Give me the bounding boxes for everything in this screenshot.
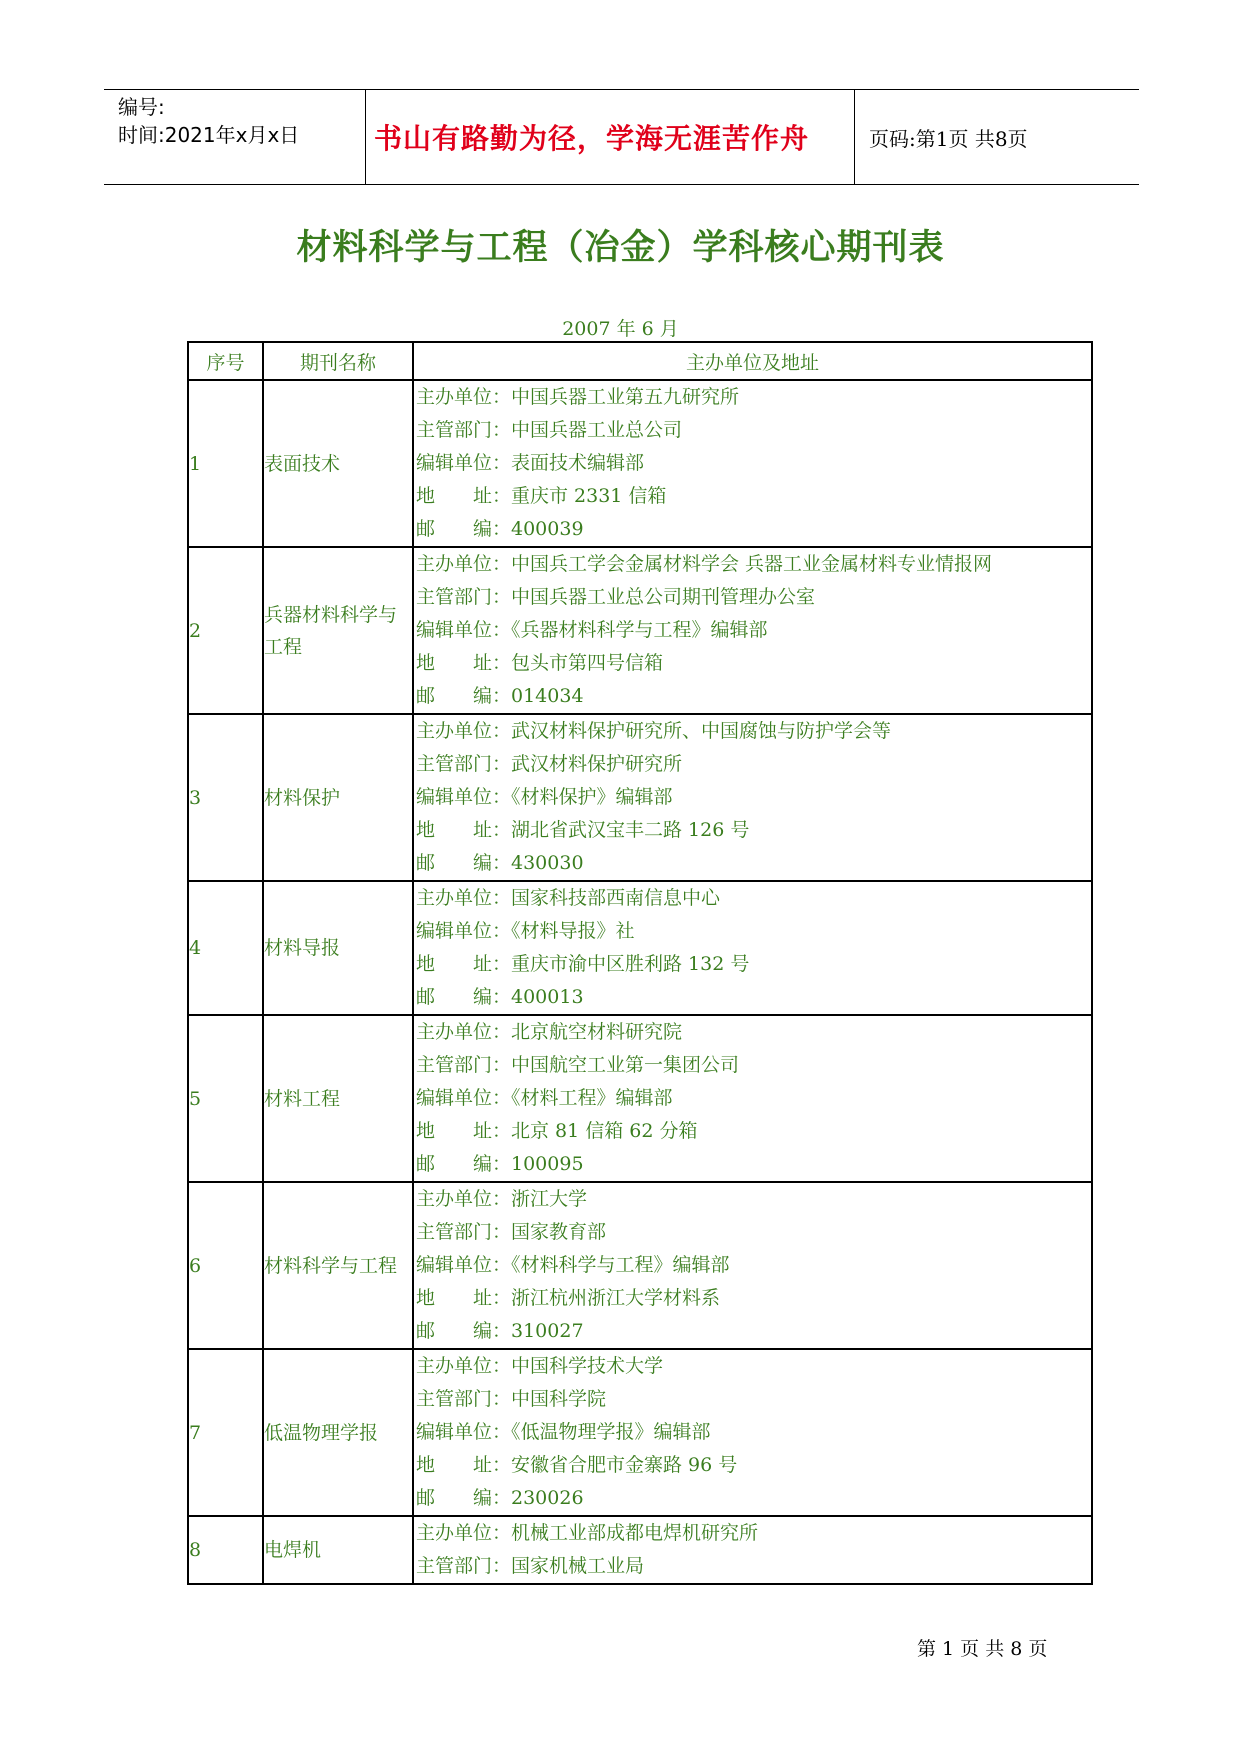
table-row — [188, 547, 1092, 714]
row-number: 1 — [188, 380, 263, 547]
journal-name: 兵器材料科学与工程 — [263, 547, 413, 714]
journal-info — [413, 881, 1092, 1015]
header-divider — [854, 90, 855, 184]
table-row — [188, 881, 1092, 1015]
info-line: 主办单位：浙江大学 — [416, 1188, 588, 1210]
table-row — [188, 714, 1092, 881]
journal-info — [413, 1015, 1092, 1182]
page-footer: 第 1 页 共 8 页 — [917, 1638, 1048, 1660]
number-label: 编号: — [118, 95, 165, 119]
table-row — [188, 1349, 1092, 1516]
info-line: 邮 编：400013 — [416, 986, 584, 1008]
info-line: 地 址：重庆市 2331 信箱 — [416, 485, 667, 507]
journal-name: 材料导报 — [263, 881, 413, 1015]
info-line: 邮 编：310027 — [416, 1320, 584, 1342]
row-number: 6 — [188, 1182, 263, 1349]
journal-name: 低温物理学报 — [263, 1349, 413, 1516]
info-line: 主管部门：武汉材料保护研究所 — [416, 753, 683, 775]
info-line: 地 址：包头市第四号信箱 — [416, 652, 664, 674]
row-number: 2 — [188, 547, 263, 714]
row-number: 8 — [188, 1516, 263, 1584]
info-line: 主管部门：中国兵器工业总公司期刊管理办公室 — [416, 586, 816, 608]
info-line: 主办单位：机械工业部成都电焊机研究所 — [416, 1522, 759, 1544]
row-number: 4 — [188, 881, 263, 1015]
journal-name: 材料保护 — [263, 714, 413, 881]
info-line: 主办单位：北京航空材料研究院 — [416, 1021, 683, 1043]
info-line: 地 址：浙江杭州浙江大学材料系 — [416, 1287, 721, 1309]
journal-info — [413, 380, 1092, 547]
journal-info — [413, 1516, 1092, 1584]
table-row — [188, 1015, 1092, 1182]
info-line: 邮 编：430030 — [416, 852, 584, 874]
journal-info — [413, 1349, 1092, 1516]
journal-table — [187, 341, 1093, 1585]
info-line: 邮 编：400039 — [416, 518, 584, 540]
journal-info — [413, 547, 1092, 714]
info-line: 地 址：安徽省合肥市金寨路 96 号 — [416, 1454, 738, 1476]
info-line: 主办单位：国家科技部西南信息中心 — [416, 887, 721, 909]
info-line: 地 址：重庆市渝中区胜利路 132 号 — [416, 953, 750, 975]
journal-name: 材料工程 — [263, 1015, 413, 1182]
table-header-row — [188, 342, 1092, 380]
info-line: 邮 编：014034 — [416, 685, 584, 707]
header-seq: 序号 — [188, 342, 263, 380]
journal-info — [413, 714, 1092, 881]
info-line: 主管部门：国家教育部 — [416, 1221, 607, 1243]
info-line: 主办单位：中国兵器工业第五九研究所 — [416, 386, 740, 408]
table-row — [188, 380, 1092, 547]
info-line: 编辑单位：表面技术编辑部 — [416, 452, 645, 474]
row-number: 3 — [188, 714, 263, 881]
journal-name: 材料科学与工程 — [263, 1182, 413, 1349]
journal-name: 表面技术 — [263, 380, 413, 547]
info-line: 主办单位：中国科学技术大学 — [416, 1355, 664, 1377]
header-journal-name: 期刊名称 — [263, 342, 413, 380]
info-line: 主管部门：中国航空工业第一集团公司 — [416, 1054, 740, 1076]
info-line: 编辑单位：《材料导报》社 — [416, 920, 635, 942]
motto: 书山有路勤为径，学海无涯苦作舟 — [373, 122, 809, 155]
info-line: 编辑单位：《兵器材料科学与工程》编辑部 — [416, 619, 768, 641]
info-line: 主管部门：中国兵器工业总公司 — [416, 419, 683, 441]
info-line: 编辑单位：《材料科学与工程》编辑部 — [416, 1254, 730, 1276]
info-line: 主办单位：中国兵工学会金属材料学会 兵器工业金属材料专业情报网 — [416, 553, 993, 575]
header-band — [104, 89, 1139, 185]
header-left — [118, 93, 299, 149]
journal-info — [413, 1182, 1092, 1349]
table-body — [188, 380, 1092, 1584]
table-row — [188, 1182, 1092, 1349]
info-line: 主办单位：武汉材料保护研究所、中国腐蚀与防护学会等 — [416, 720, 892, 742]
info-line: 邮 编：230026 — [416, 1487, 584, 1509]
row-number: 7 — [188, 1349, 263, 1516]
info-line: 编辑单位：《材料保护》编辑部 — [416, 786, 673, 808]
table-row — [188, 1516, 1092, 1584]
info-line: 主管部门：国家机械工业局 — [416, 1555, 645, 1577]
header-sponsor-address: 主办单位及地址 — [413, 342, 1092, 380]
page-code: 页码:第1页 共8页 — [869, 126, 1028, 151]
journal-name: 电焊机 — [263, 1516, 413, 1584]
info-line: 邮 编：100095 — [416, 1153, 584, 1175]
info-line: 编辑单位：《材料工程》编辑部 — [416, 1087, 673, 1109]
time-label: 时间:2021年x月x日 — [118, 123, 300, 147]
info-line: 编辑单位：《低温物理学报》编辑部 — [416, 1421, 711, 1443]
info-line: 地 址：北京 81 信箱 62 分箱 — [416, 1120, 698, 1142]
info-line: 地 址：湖北省武汉宝丰二路 126 号 — [416, 819, 750, 841]
row-number: 5 — [188, 1015, 263, 1182]
document-title: 材料科学与工程（冶金）学科核心期刊表 — [296, 227, 945, 268]
info-line: 主管部门：中国科学院 — [416, 1388, 607, 1410]
document-date: 2007 年 6 月 — [562, 318, 679, 340]
